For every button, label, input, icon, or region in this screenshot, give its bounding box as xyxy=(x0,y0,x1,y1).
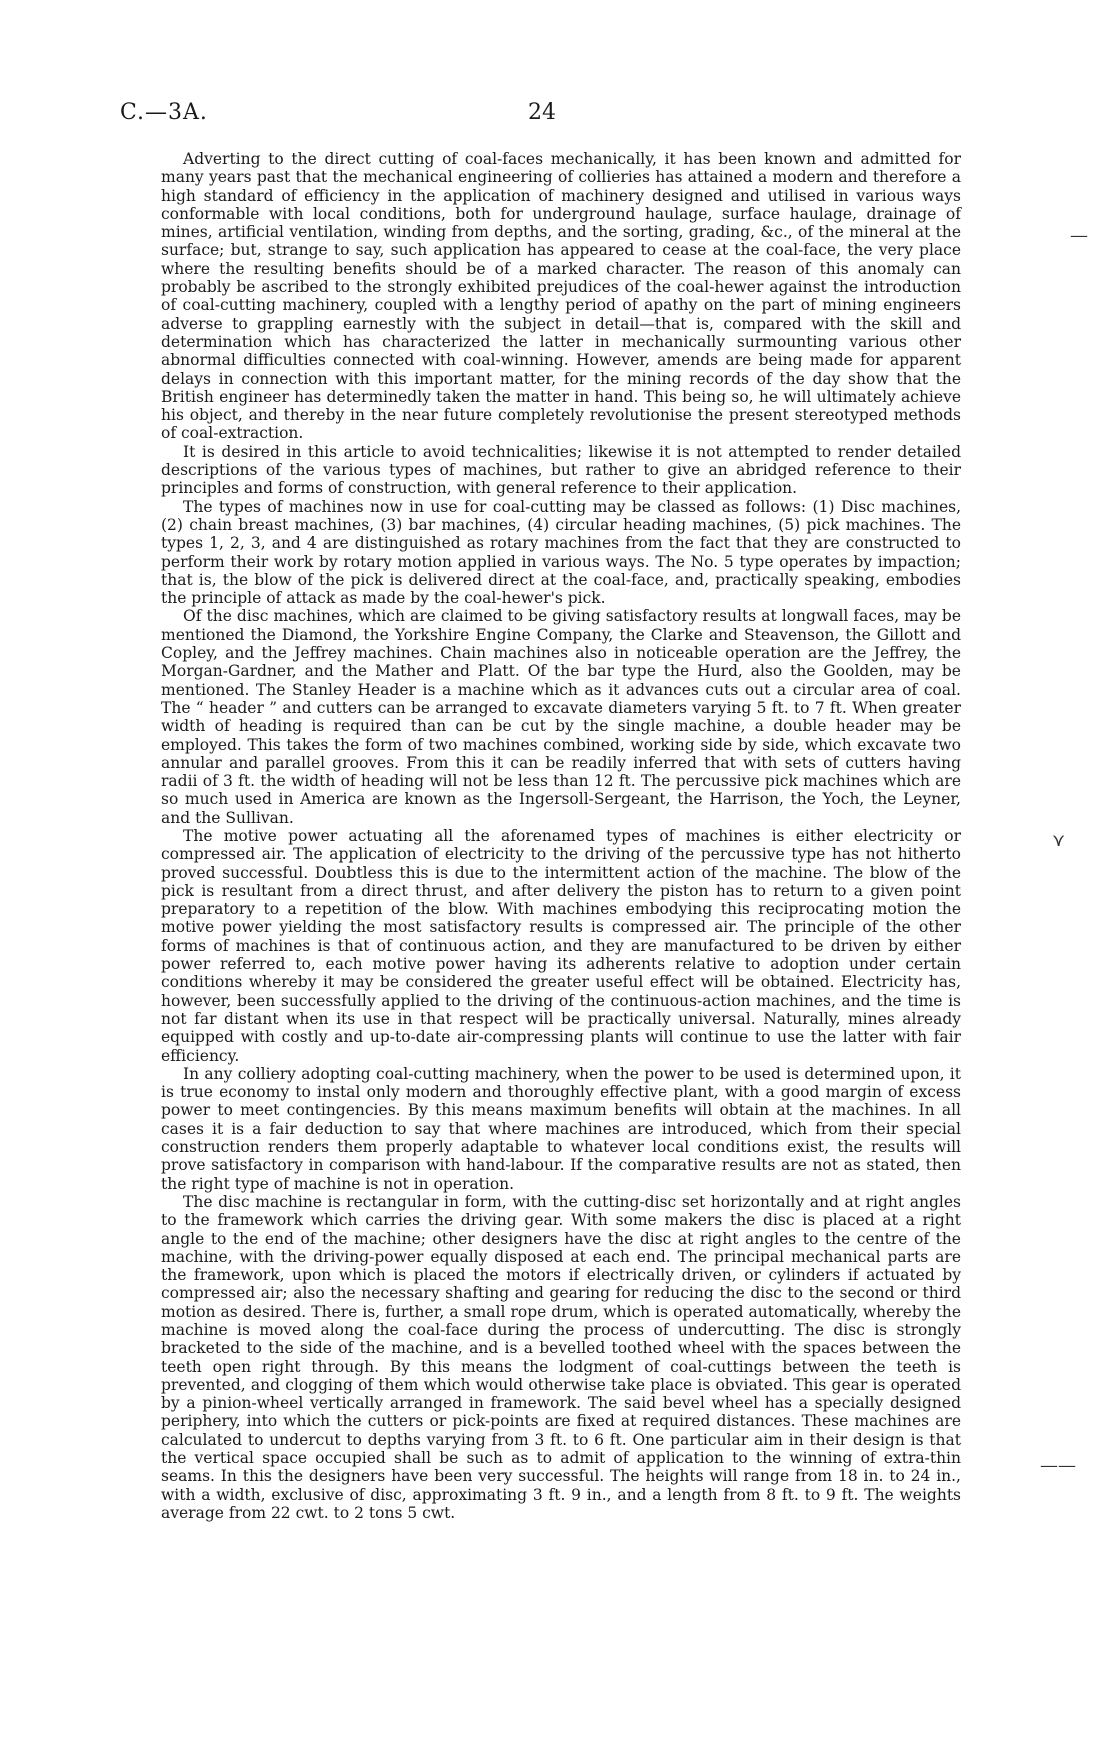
document-reference: C.—3A. xyxy=(120,100,208,125)
margin-mark-icon: — xyxy=(1070,225,1088,246)
paragraph-adverting: Adverting to the direct cutting of coal-faces mechanically, it has been known and admitted for many years past that the mechanical engineering of collieries has attained a modern and therefore a high standard of efficiency in the application of machinery designed and utilised in various ways conformable with local conditions, both for underground haulage, surface haulage, drainage of mines, artificial ventilation, winding from depths, and the sorting, grading, &c., of the mineral at the surface; but, strange to say, such application has appeared to cease at the coal-face, the very place where the resulting benefits should be of a marked character. The reason of this anomaly can probably be ascribed to the strongly exhibited prejudices of the coal-hewer against the introduction of coal-cutting machinery, coupled with a lengthy period of apathy on the part of mining engineers adverse to grappling earnestly with the subject in detail—that is, compared with the skill and determination which has characterized the latter in mechanically surmounting various other abnormal difficulties connected with coal-winning. However, amends are being made for apparent delays in connection with this important matter, for the mining records of the day show that the British engineer has determinedly taken the matter in hand. This being so, he will ultimately achieve his object, and thereby in the near future completely revolutionise the present stereotyped methods of coal-extraction. xyxy=(161,150,961,443)
margin-mark-icon: ⋎ xyxy=(1052,830,1066,851)
paragraph-disc-machines: Of the disc machines, which are claimed to be giving satisfactory results at longwall faces, may be mentioned the Diamond, the Yorkshire Engine Company, the Clarke and Steavenson, the Gillott and Copley, and the Jeffrey machines. Chain machines also in noticeable operation are the Jeffrey, the Morgan-Gardner, and the Mather and Platt. Of the bar type the Hurd, also the Goolden, may be mentioned. The Stanley Header is a machine which as it advances cuts out a circular area of coal. The “ header ” and cutters can be arranged to excavate diameters varying 5 ft. to 7 ft. When greater width of heading is required than can be cut by the single machine, a double header may be employed. This takes the form of two machines combined, working side by side, which excavate two annular and parallel grooves. From this it can be readily inferred that with sets of cutters having radii of 3 ft. the width of heading will not be less than 12 ft. The percussive pick machines which are so much used in America are known as the Ingersoll-Sergeant, the Harrison, the Yoch, the Leyner, and the Sullivan. xyxy=(161,607,961,827)
paragraph-types: The types of machines now in use for coal-cutting may be classed as follows: (1) Disc machines, (2) chain breast machines, (3) bar machines, (4) circular heading machines, (5) pick machines. The types 1, 2, 3, and 4 are distinguished as rotary machines from the fact that they are constructed to perform their work by rotary motion applied in various ways. The No. 5 type operates by impaction; that is, the blow of the pick is delivered direct at the coal-face, and, practically speaking, embodies the principle of attack as made by the coal-hewer's pick. xyxy=(161,497,961,608)
paragraph-motive-power: The motive power actuating all the aforenamed types of machines is either electricity or compressed air. The application of electricity to the driving of the percussive type has not hitherto proved successful. Doubtless this is due to the intermittent action of the machine. The blow of the pick is resultant from a direct thrust, and after delivery the piston has to return to a given point preparatory to a repetition of the blow. With machines embodying this reciprocating motion the motive power yielding the most satisfactory results is compressed air. The principle of the other forms of machines is that of continuous action, and they are manufactured to be driven by either power referred to, each motive power having its adherents relative to adoption under certain conditions whereby it may be considered the greater useful effect will be obtained. Electricity has, however, been successfully applied to the driving of the continuous-action machines, and the time is not far distant when its use in that respect will be practically universal. Naturally, mines already equipped with costly and up-to-date air-compressing plants will continue to use the latter with fair efficiency. xyxy=(161,826,961,1065)
article-body xyxy=(161,150,961,1522)
paragraph-disc-machine-form: The disc machine is rectangular in form, with the cutting-disc set horizontally and at right angles to the framework which carries the driving gear. With some makers the disc is placed at a right angle to the end of the machine; other designers have the disc at right angles to the centre of the machine, with the driving-power equally disposed at each end. The principal mechanical parts are the framework, upon which is placed the motors if electrically driven, or cylinders if actuated by compressed air; also the necessary shafting and gearing for reducing the disc to the second or third motion as desired. There is, further, a small rope drum, which is operated automatically, whereby the machine is moved along the coal-face during the process of undercutting. The disc is strongly bracketed to the side of the machine, and is a bevelled toothed wheel with the spaces between the teeth open right through. By this means the lodgment of coal-cuttings between the teeth is prevented, and clogging of them which would otherwise take place is obviated. This gear is operated by a pinion-wheel vertically arranged in framework. The said bevel wheel has a specially designed periphery, into which the cutters or pick-points are fixed at required distances. These machines are calculated to undercut to depths varying from 3 ft. to 6 ft. One particular aim in their design is that the vertical space occupied shall be such as to admit of application to the winning of extra-thin seams. In this the designers have been very successful. The heights will range from 18 in. to 24 in., with a width, exclusive of disc, approximating 3 ft. 9 in., and a length from 8 ft. to 9 ft. The weights average from 22 cwt. to 2 tons 5 cwt. xyxy=(161,1192,961,1522)
paragraph-colliery-adoption: In any colliery adopting coal-cutting machinery, when the power to be used is determined upon, it is true economy to instal only modern and thoroughly effective plant, with a good margin of excess power to meet contingencies. By this means maximum benefits will obtain at the machines. In all cases it is a fair deduction to say that where machines are introduced, which from their special construction renders them properly adaptable to whatever local conditions exist, the results will prove satisfactory in comparison with hand-labour. If the comparative results are not as stated, then the right type of machine is not in operation. xyxy=(161,1064,961,1193)
page-number: 24 xyxy=(528,100,556,125)
page-header xyxy=(120,100,954,130)
margin-mark-icon: —— xyxy=(1040,1455,1076,1476)
paragraph-technicalities: It is desired in this article to avoid technicalities; likewise it is not attempted to render detailed descriptions of the various types of machines, but rather to give an abridged reference to their principles and forms of construction, with general reference to their application. xyxy=(161,442,961,498)
